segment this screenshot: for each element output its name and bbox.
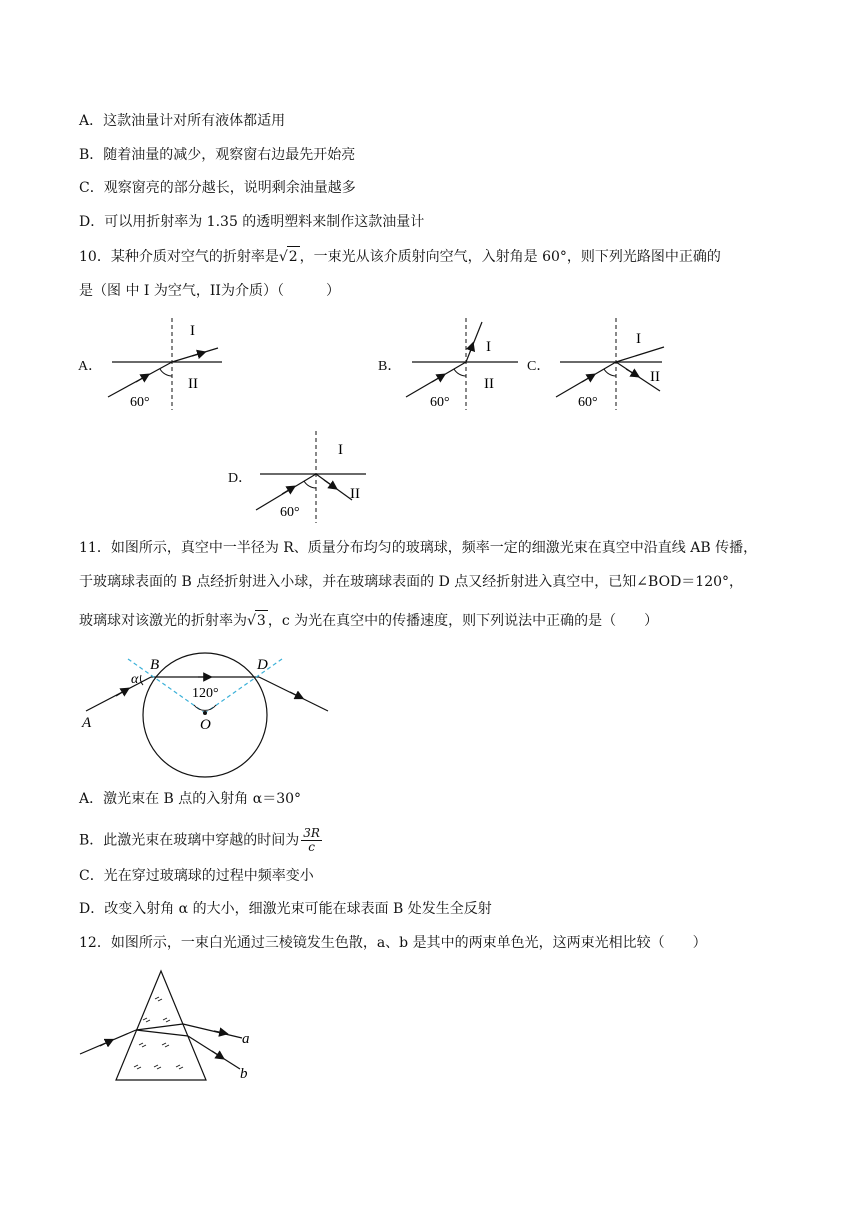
q10c-air-label: I <box>636 331 641 347</box>
q10-stem-line-1 <box>79 246 721 267</box>
q10-diagram-d <box>250 428 380 528</box>
sqrt-symbol: √ <box>278 249 288 265</box>
q10-label-d: D． <box>228 471 253 486</box>
q10-label-c: C． <box>527 359 551 374</box>
fraction-numerator: 3R <box>303 826 320 840</box>
q11-option-a: A．激光束在 B 点的入射角 α＝30° <box>79 791 302 807</box>
sqrt-symbol: √ <box>247 613 256 629</box>
q11-diagram <box>76 645 336 775</box>
q10-label-a: A． <box>78 359 103 374</box>
q12-stem: 12．如图所示，一束白光通过三棱镜发生色散，a、b 是其中的两束单色光，这两束光相比较（ ） <box>79 935 707 951</box>
q11-stem-part-2: ，c 为光在真空中的传播速度，则下列说法中正确的是（ ） <box>267 613 659 629</box>
q11-stem-line-3 <box>79 610 658 631</box>
q9-option-c: C．观察窗亮的部分越长，说明剩余油量越多 <box>79 180 356 196</box>
q10c-medium-label: II <box>650 369 660 385</box>
q11-option-d: D．改变入射角 α 的大小，细激光束可能在球表面 B 处发生全反射 <box>79 901 492 917</box>
q11-stem-line-1: 11．如图所示，真空中一半径为 R、质量分布均匀的玻璃球，频率一定的细激光束在真空中沿直线 AB 传播， <box>79 540 758 556</box>
q10a-air-label: I <box>190 323 195 339</box>
q11-point-b: B <box>150 657 160 673</box>
q11-angle-label: 120° <box>192 686 219 701</box>
q9-option-a: A．这款油量计对所有液体都适用 <box>79 113 286 129</box>
q10d-angle-label: 60° <box>280 505 300 520</box>
q10d-medium-label: II <box>350 486 360 502</box>
q10c-angle-label: 60° <box>578 395 598 410</box>
q11-stem-part-1: 玻璃球对该激光的折射率为 <box>79 613 247 629</box>
q11-option-b-fraction <box>301 827 322 854</box>
q12-ray-a-label: a <box>242 1031 250 1047</box>
q12-prism-diagram <box>76 966 266 1086</box>
q10-stem-line-2: 是（图 中 I 为空气，II为介质）（ ） <box>79 283 340 299</box>
q11-alpha: α <box>131 672 139 687</box>
q10d-air-label: I <box>338 442 343 458</box>
q11-point-a: A <box>82 715 92 731</box>
q11-stem-line-2: 于玻璃球表面的 B 点经折射进入小球，并在玻璃球表面的 D 点又经折射进入真空中，已知∠BOD＝120°， <box>79 574 744 590</box>
q10-stem-part-1: 10．某种介质对空气的折射率是 <box>79 249 279 265</box>
q10-sqrt-value: 2 <box>287 246 300 267</box>
q11-option-c: C．光在穿过玻璃球的过程中频率变小 <box>79 868 314 884</box>
q10b-angle-label: 60° <box>430 395 450 410</box>
q10b-air-label: I <box>486 339 491 355</box>
q11-option-b-text: B．此激光束在玻璃中穿越的时间为 <box>79 832 300 849</box>
q9-option-d: D．可以用折射率为 1.35 的透明塑料来制作这款油量计 <box>79 214 425 230</box>
q11-point-d: D <box>257 657 268 673</box>
q11-sqrt-value: 3 <box>255 610 268 631</box>
q9-option-b: B．随着油量的减少，观察窗右边最先开始亮 <box>79 147 356 163</box>
fraction-denominator: c <box>308 840 315 854</box>
q11-point-o: O <box>200 717 211 733</box>
q10a-medium-label: II <box>188 376 198 392</box>
q11-option-b <box>79 827 322 854</box>
q10-stem-part-2: ，一束光从该介质射向空气，入射角是 60°，则下列光路图中正确的 <box>299 249 721 265</box>
q12-ray-b-label: b <box>240 1066 248 1082</box>
q10-diagram-c <box>550 315 680 415</box>
q10-diagram-b <box>400 315 520 415</box>
q10-diagram-a <box>100 315 230 415</box>
q10b-medium-label: II <box>484 376 494 392</box>
q10a-angle-label: 60° <box>130 395 150 410</box>
q10-label-b: B． <box>378 359 402 374</box>
